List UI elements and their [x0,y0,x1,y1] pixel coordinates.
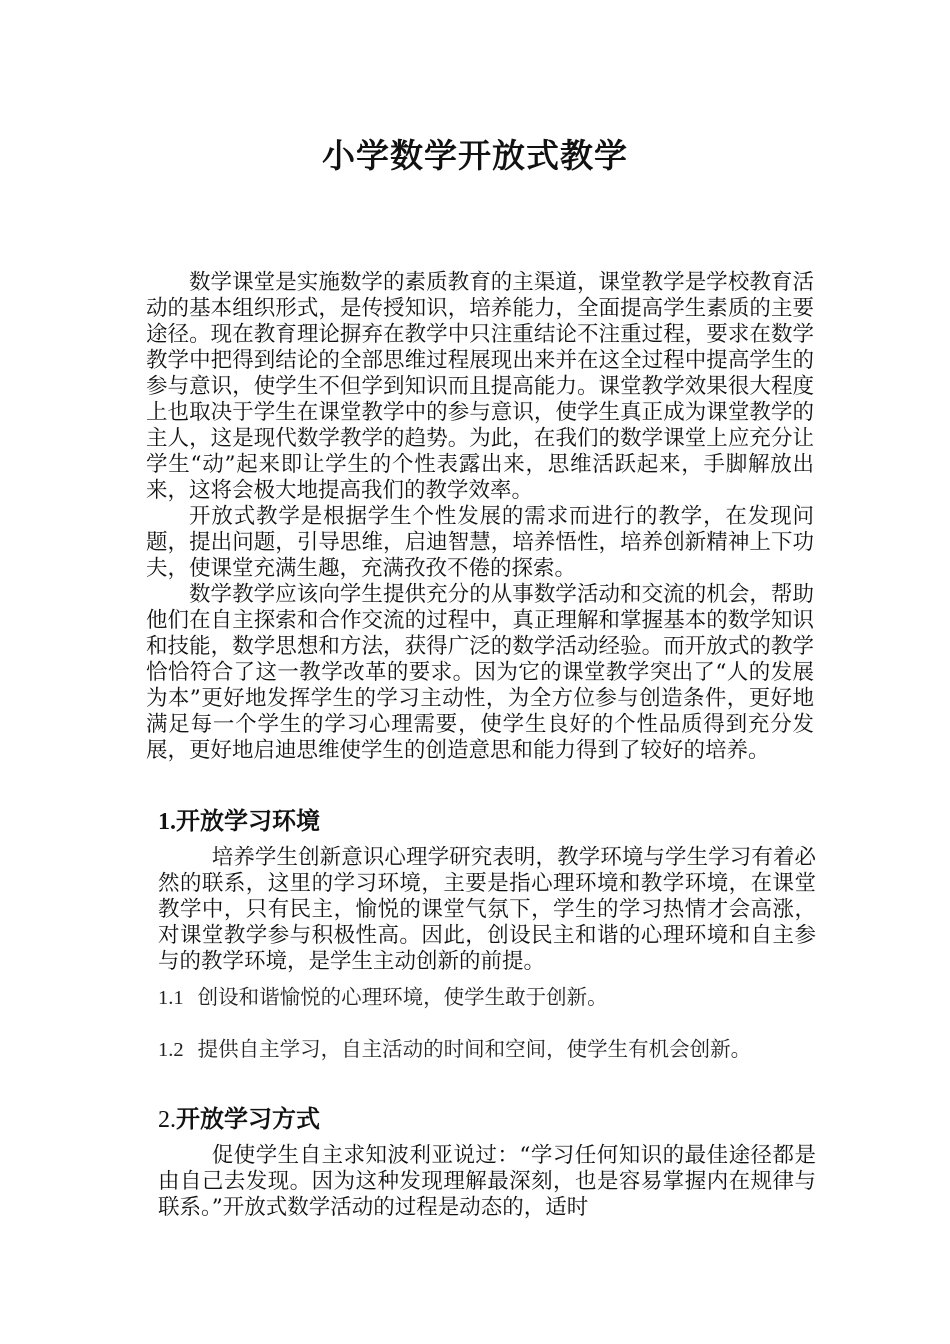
section-2-number: 2. [158,1107,176,1133]
section-1-heading [158,806,816,837]
subsection-1-2 [158,1031,818,1068]
section-1-title: 开放学习环境 [176,806,320,835]
section-1-paragraph: 培养学生创新意识心理学研究表明，教学环境与学生学习有着必然的联系，这里的学习环境，主要是指心理环境和教学环境，在课堂教学中，只有民主，愉悦的课堂气氛下，学生的学习热情才会高涨，对课堂教学参与积极性高。因此，创设民主和谐的心理环境和自主参与的教学环境，是学生主动创新的前提。 [158,845,816,974]
section-1-number: 1. [158,809,176,835]
section-2 [158,1104,816,1221]
intro-section [146,270,814,764]
section-1 [158,806,816,975]
section-2-paragraph: 促使学生自主求知波利亚说过：“学习任何知识的最佳途径都是由自己去发现。因为这种发现理解最深刻，也是容易掌握内在规律与联系。”开放式数学活动的过程是动态的，适时 [158,1143,816,1220]
subsection-1-1-number: 1.1 [158,987,184,1009]
subsection-1-1 [158,984,818,1011]
document-title: 小学数学开放式教学 [322,136,628,175]
intro-paragraph-3: 数学教学应该向学生提供充分的从事数学活动和交流的机会，帮助他们在自主探索和合作交流的过程中，真正理解和掌握基本的数学知识和技能，数学思想和方法，获得广泛的数学活动经验。而开放式的教学恰恰符合了这一教学改革的要求。因为它的课堂教学突出了“人的发展为本”更好地发挥学生的学习主动性，为全方位参与创造条件，更好地满足每一个学生的学习心理需要，使学生良好的个性品质得到充分发展，更好地启迪思维使学生的创造意思和能力得到了较好的培养。 [146,582,814,763]
section-2-title: 开放学习方式 [176,1104,320,1133]
intro-paragraph-2: 开放式教学是根据学生个性发展的需求而进行的教学，在发现问题，提出问题，引导思维，启迪智慧，培养悟性，培养创新精神上下功夫，使课堂充满生趣，充满孜孜不倦的探索。 [146,504,814,581]
section-2-heading [158,1104,816,1135]
subsection-1-1-text: 创设和谐愉悦的心理环境，使学生敢于创新。 [197,985,608,1009]
subsection-1-2-number: 1.2 [158,1039,184,1061]
subsection-1-2-text: 提供自主学习，自主活动的时间和空间，使学生有机会创新。 [197,1037,752,1061]
intro-paragraph-1: 数学课堂是实施数学的素质教育的主渠道，课堂教学是学校教育活动的基本组织形式，是传授知识，培养能力，全面提高学生素质的主要途径。现在教育理论摒弃在教学中只注重结论不注重过程，要求在数学教学中把得到结论的全部思维过程展现出来并在这全过程中提高学生的参与意识，使学生不但学到知识而且提高能力。课堂教学效果很大程度上也取决于学生在课堂教学中的参与意识，使学生真正成为课堂教学的主人，这是现代数学教学的趋势。为此，在我们的数学课堂上应充分让学生“动”起来即让学生的个性表露出来，思维活跃起来，手脚解放出来，这将会极大地提高我们的教学效率。 [146,270,814,503]
